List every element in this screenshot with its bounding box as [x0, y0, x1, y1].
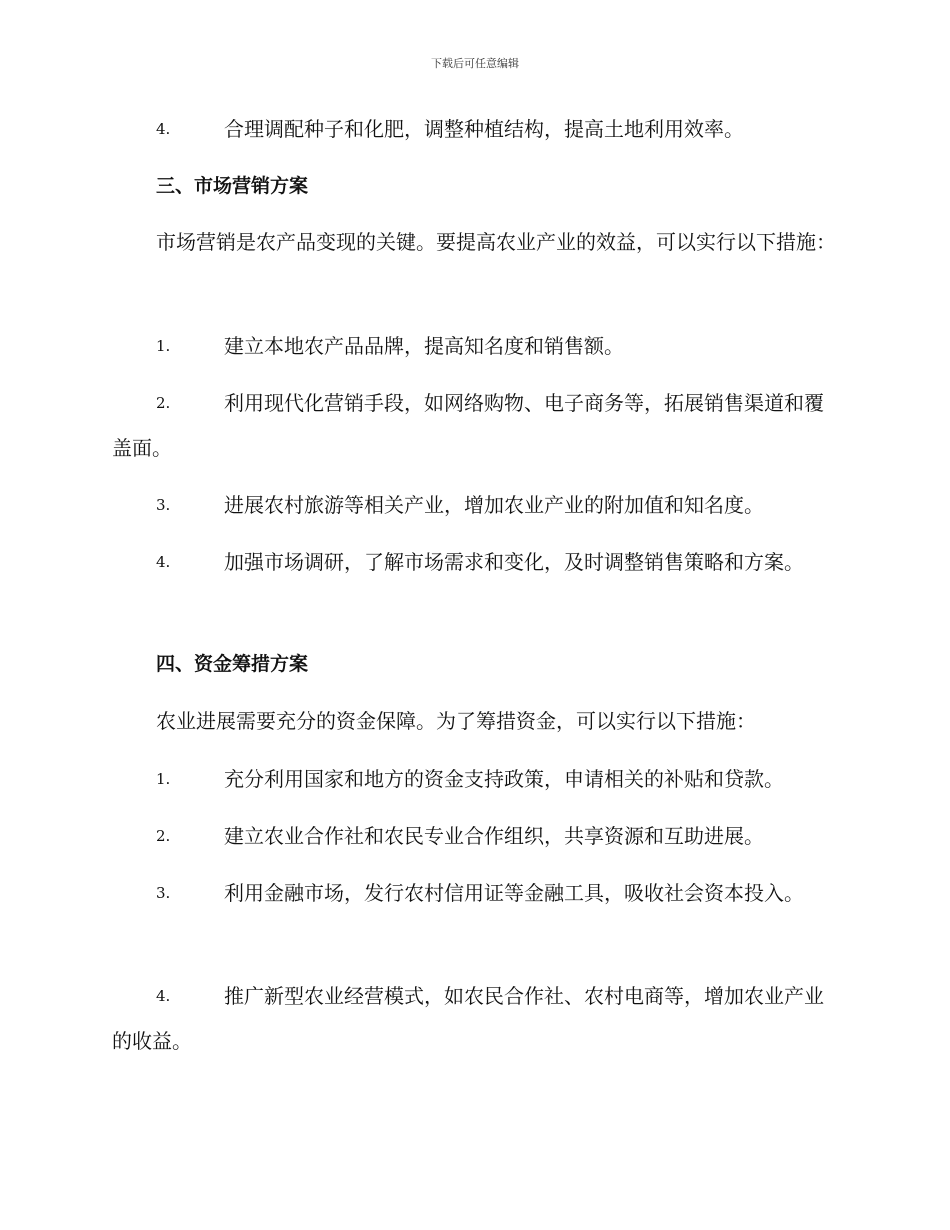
list-item-number: 1.: [156, 337, 171, 355]
list-item-number: 2.: [156, 394, 171, 412]
page-header: 下载后可任意编辑: [431, 57, 519, 70]
list-item-text: 利用现代化营销手段，如网络购物、电子商务等，拓展销售渠道和覆盖面。: [112, 391, 824, 460]
list-item: [112, 107, 837, 152]
list-item-number: 3.: [156, 884, 171, 902]
list-item-text: 利用金融市场，发行农村信用证等金融工具，吸收社会资本投入。: [224, 881, 804, 905]
list-item: [112, 540, 837, 585]
list-item-text: 推广新型农业经营模式，如农民合作社、农村电商等，增加农业产业的收益。: [112, 984, 824, 1053]
list-item: [112, 871, 837, 916]
list-item-number: 4.: [156, 987, 171, 1005]
list-item: [112, 483, 837, 528]
list-item-text: 充分利用国家和地方的资金支持政策，申请相关的补贴和贷款。: [224, 767, 784, 791]
list-item-number: 1.: [156, 770, 171, 788]
list-item: [112, 381, 837, 471]
section-heading: 三、市场营销方案: [156, 175, 309, 197]
list-item-text: 建立本地农产品品牌，提高知名度和销售额。: [224, 334, 624, 358]
list-item-number: 4.: [156, 120, 171, 138]
paragraph: 农业进展需要充分的资金保障。为了筹措资金，可以实行以下措施：: [156, 709, 756, 733]
list-item-text: 合理调配种子和化肥，调整种植结构，提高土地利用效率。: [224, 117, 744, 141]
section-heading: 四、资金筹措方案: [156, 653, 309, 675]
list-item-number: 3.: [156, 496, 171, 514]
paragraph: 市场营销是农产品变现的关键。要提高农业产业的效益，可以实行以下措施：: [156, 230, 836, 254]
list-item-number: 4.: [156, 553, 171, 571]
list-item-number: 2.: [156, 827, 171, 845]
list-item: [112, 814, 837, 859]
list-item: [112, 324, 837, 369]
list-item: [112, 757, 837, 802]
list-item-text: 加强市场调研，了解市场需求和变化，及时调整销售策略和方案。: [224, 550, 804, 574]
list-item-text: 进展农村旅游等相关产业，增加农业产业的附加值和知名度。: [224, 493, 764, 517]
list-item: [112, 974, 837, 1064]
list-item-text: 建立农业合作社和农民专业合作组织，共享资源和互助进展。: [224, 824, 764, 848]
